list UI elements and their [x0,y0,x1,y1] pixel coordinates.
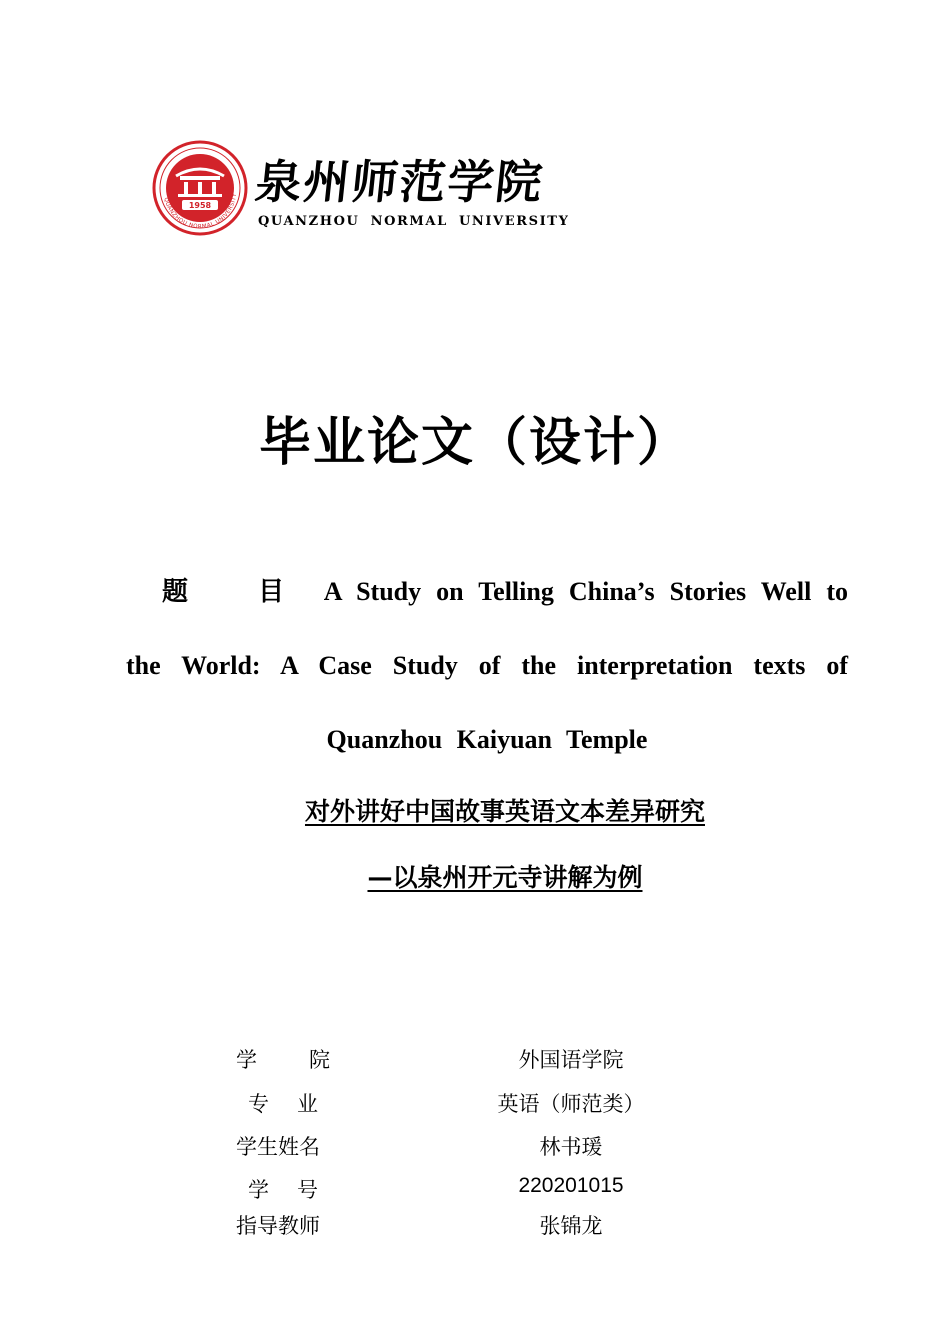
seal-ring-text: QUANZHOU NORMAL UNIVERSITY [162,192,239,231]
info-label: 学 号 [248,1178,318,1202]
info-row-advisor [236,1210,706,1240]
info-row-major [236,1088,706,1118]
info-row-student-id [236,1174,706,1204]
title-line-1 [126,568,848,642]
university-logo [152,140,572,240]
info-value: 英语（师范类） [497,1092,645,1116]
thesis-title-en [126,568,848,790]
title-label: 题 目 [162,577,315,607]
info-row-college [236,1044,706,1074]
info-value: 外国语学院 [518,1048,624,1072]
info-value: 220201015 [518,1174,624,1197]
info-value: 林书瑗 [539,1135,603,1159]
university-name-en: QUANZHOU NORMAL UNIVERSITY [258,214,570,229]
university-name-cn: 泉州师范学院 [252,155,547,209]
title-cn-line-2: —以泉州开元寺讲解为例 [367,863,643,892]
title-en-line-2: the World: A Case Study of the interpretation texts of [126,651,848,680]
info-label: 学生姓名 [236,1135,320,1159]
title-en-line-1: A Study on Telling China’s Stories Well to [323,577,848,606]
document-heading: 毕业论文（设计） [258,413,691,473]
info-label: 指导教师 [236,1214,320,1238]
info-label: 专 业 [248,1092,318,1116]
title-cn-line-1: 对外讲好中国故事英语文本差异研究 [304,797,705,826]
university-seal-icon [152,140,248,236]
info-label: 学 院 [236,1048,330,1072]
info-row-student-name [236,1131,706,1161]
title-en-line-3: Quanzhou Kaiyuan Temple [326,725,648,754]
seal-year: 1958 [188,201,212,210]
info-value: 张锦龙 [539,1214,603,1238]
